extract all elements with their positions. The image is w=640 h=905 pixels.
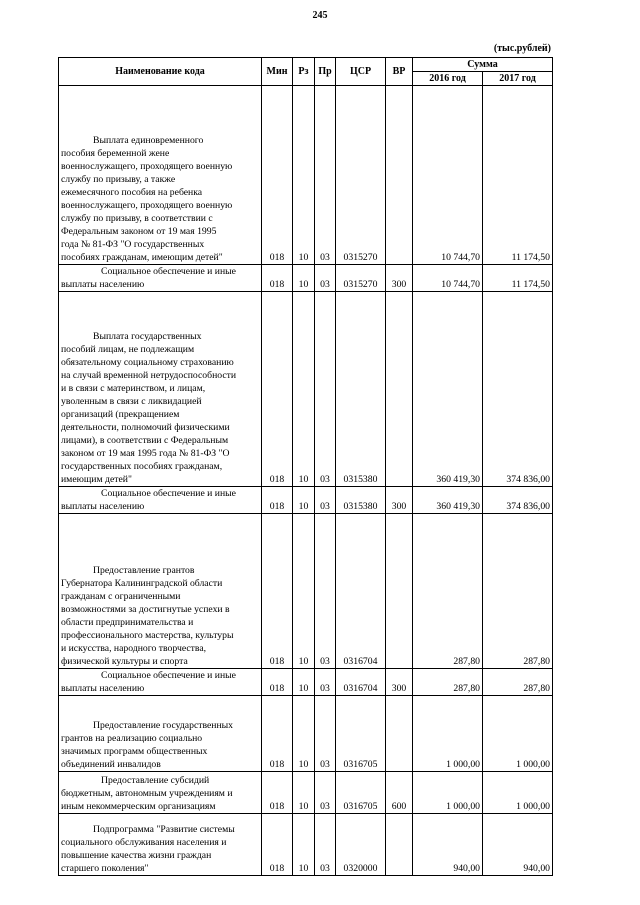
cell-csr: 0315380	[336, 487, 386, 514]
header-sum: Сумма	[413, 58, 553, 72]
row-name-line: военнослужащего, проходящего военную	[61, 200, 233, 211]
row-name-line: физической культуры и спорта	[61, 656, 188, 667]
header-min: Мин	[262, 58, 293, 86]
row-name-line: пособий лицам, не подлежащим	[61, 344, 195, 355]
row-name-line: и в связи с материнством, и лицам,	[61, 383, 206, 394]
row-name-line: ежемесячного пособия на ребенка	[61, 187, 203, 198]
page-number: 245	[312, 10, 328, 21]
row-name-line: службу по призыву, в соответствии с	[61, 213, 213, 224]
budget-table	[58, 57, 553, 876]
cell-2017: 11 174,50	[483, 86, 553, 265]
cell-vr	[386, 814, 413, 876]
row-name-line: деятельности, полномочий физическими	[61, 422, 230, 433]
row-name-line: пособиях гражданам, имеющим детей"	[61, 252, 223, 263]
cell-2017: 287,80	[483, 669, 553, 696]
cell-min: 018	[262, 814, 293, 876]
row-name-line: Предоставление субсидий	[101, 775, 210, 786]
table-row	[59, 86, 553, 265]
cell-csr: 0320000	[336, 814, 386, 876]
row-name-line: пособия беременной жене	[61, 148, 170, 159]
cell-2016: 1 000,00	[413, 772, 483, 814]
cell-2017: 374 836,00	[483, 292, 553, 487]
cell-csr: 0315270	[336, 86, 386, 265]
cell-pr: 03	[315, 814, 336, 876]
cell-rz: 10	[293, 669, 315, 696]
row-name	[59, 696, 262, 772]
row-name-line: имеющим детей"	[61, 474, 132, 485]
cell-vr: 300	[386, 265, 413, 292]
row-name-line: социального обслуживания населения и	[61, 837, 227, 848]
cell-csr: 0316704	[336, 669, 386, 696]
cell-vr: 300	[386, 669, 413, 696]
row-name-line: законом от 19 мая 1995 года № 81-ФЗ "О	[61, 448, 230, 459]
table-row	[59, 814, 553, 876]
cell-2017: 11 174,50	[483, 265, 553, 292]
header-rz: Рз	[293, 58, 315, 86]
cell-2016: 1 000,00	[413, 696, 483, 772]
row-name-line: грантов на реализацию социально	[61, 733, 203, 744]
cell-pr: 03	[315, 696, 336, 772]
cell-2016: 940,00	[413, 814, 483, 876]
row-name-line: уволенным в связи с ликвидацией	[61, 396, 202, 407]
row-name-line: выплаты населению	[61, 279, 145, 290]
cell-2016: 287,80	[413, 514, 483, 669]
cell-csr: 0315380	[336, 292, 386, 487]
row-name-line: службу по призыву, а также	[61, 174, 176, 185]
cell-csr: 0315270	[336, 265, 386, 292]
row-name-line: значимых программ общественных	[61, 746, 208, 757]
cell-pr: 03	[315, 514, 336, 669]
row-name-line: Губернатора Калининградской области	[61, 578, 223, 589]
table-row	[59, 292, 553, 487]
row-name	[59, 514, 262, 669]
row-name-line: старшего поколения"	[61, 863, 149, 874]
cell-csr: 0316705	[336, 772, 386, 814]
row-name-line: государственных пособиях гражданам,	[61, 461, 223, 472]
row-name	[59, 669, 262, 696]
header-name: Наименование кода	[59, 58, 262, 86]
cell-rz: 10	[293, 487, 315, 514]
header-year-2016: 2016 год	[413, 72, 483, 86]
cell-vr	[386, 514, 413, 669]
row-name-line: Социальное обеспечение и иные	[101, 266, 236, 277]
header-csr: ЦСР	[336, 58, 386, 86]
cell-vr: 300	[386, 487, 413, 514]
row-name-line: возможностями за достигнутые успехи в	[61, 604, 230, 615]
row-name-line: выплаты населению	[61, 501, 145, 512]
cell-rz: 10	[293, 814, 315, 876]
row-name	[59, 86, 262, 265]
row-name-line: иным некоммерческим организациям	[61, 801, 216, 812]
row-name-line: бюджетным, автономным учреждениям и	[61, 788, 233, 799]
row-name	[59, 487, 262, 514]
cell-vr	[386, 292, 413, 487]
row-name	[59, 772, 262, 814]
table-row	[59, 487, 553, 514]
row-name-line: и искусства, народного творчества,	[61, 643, 207, 654]
cell-rz: 10	[293, 86, 315, 265]
cell-pr: 03	[315, 292, 336, 487]
cell-pr: 03	[315, 265, 336, 292]
cell-2017: 374 836,00	[483, 487, 553, 514]
cell-pr: 03	[315, 86, 336, 265]
cell-pr: 03	[315, 772, 336, 814]
cell-min: 018	[262, 265, 293, 292]
table-header	[59, 58, 553, 86]
cell-rz: 10	[293, 514, 315, 669]
cell-min: 018	[262, 487, 293, 514]
row-name-line: Предоставление государственных	[93, 720, 234, 731]
row-name-line: повышение качества жизни граждан	[61, 850, 212, 861]
cell-min: 018	[262, 696, 293, 772]
cell-2017: 1 000,00	[483, 772, 553, 814]
row-name-line: области предпринимательства и	[61, 617, 194, 628]
row-name-line: обязательному социальному страхованию	[61, 357, 234, 368]
cell-pr: 03	[315, 487, 336, 514]
cell-2016: 360 419,30	[413, 487, 483, 514]
row-name-line: на случай временной нетрудоспособности	[61, 370, 237, 381]
row-name-line: объединений инвалидов	[61, 759, 161, 770]
cell-2016: 10 744,70	[413, 86, 483, 265]
table-body	[59, 86, 553, 876]
row-name-line: лицами), в соответствии с Федеральным	[61, 435, 229, 446]
cell-vr	[386, 696, 413, 772]
row-name-line: Выплата государственных	[93, 331, 202, 342]
cell-rz: 10	[293, 265, 315, 292]
cell-rz: 10	[293, 696, 315, 772]
header-pr: Пр	[315, 58, 336, 86]
cell-min: 018	[262, 86, 293, 265]
row-name-line: гражданам с ограниченными	[61, 591, 181, 602]
row-name-line: Выплата единовременного	[93, 135, 204, 146]
row-name-line: Предоставление грантов	[93, 565, 195, 576]
cell-vr: 600	[386, 772, 413, 814]
row-name	[59, 265, 262, 292]
cell-vr	[386, 86, 413, 265]
cell-min: 018	[262, 292, 293, 487]
row-name-line: Социальное обеспечение и иные	[101, 488, 236, 499]
row-name-line: выплаты населению	[61, 683, 145, 694]
cell-csr: 0316705	[336, 696, 386, 772]
cell-csr: 0316704	[336, 514, 386, 669]
table-row	[59, 514, 553, 669]
row-name-line: Федеральным законом от 19 мая 1995	[61, 226, 217, 237]
header-year-2017: 2017 год	[483, 72, 553, 86]
table-row	[59, 696, 553, 772]
row-name-line: военнослужащего, проходящего военную	[61, 161, 233, 172]
cell-2017: 287,80	[483, 514, 553, 669]
row-name-line: профессионального мастерства, культуры	[61, 630, 234, 641]
row-name	[59, 814, 262, 876]
units-label: (тыс.рублей)	[493, 43, 551, 54]
row-name-line: Подпрограмма "Развитие системы	[93, 824, 235, 835]
cell-min: 018	[262, 772, 293, 814]
cell-rz: 10	[293, 292, 315, 487]
row-name-line: Социальное обеспечение и иные	[101, 670, 236, 681]
cell-min: 018	[262, 514, 293, 669]
row-name	[59, 292, 262, 487]
row-name-line: организаций (прекращением	[61, 409, 180, 420]
table-row	[59, 772, 553, 814]
table-row	[59, 669, 553, 696]
row-name-line: года № 81-ФЗ "О государственных	[61, 239, 205, 250]
cell-2016: 287,80	[413, 669, 483, 696]
cell-2016: 10 744,70	[413, 265, 483, 292]
cell-2016: 360 419,30	[413, 292, 483, 487]
cell-2017: 940,00	[483, 814, 553, 876]
cell-pr: 03	[315, 669, 336, 696]
cell-min: 018	[262, 669, 293, 696]
table-row	[59, 265, 553, 292]
header-vr: ВР	[386, 58, 413, 86]
cell-2017: 1 000,00	[483, 696, 553, 772]
cell-rz: 10	[293, 772, 315, 814]
